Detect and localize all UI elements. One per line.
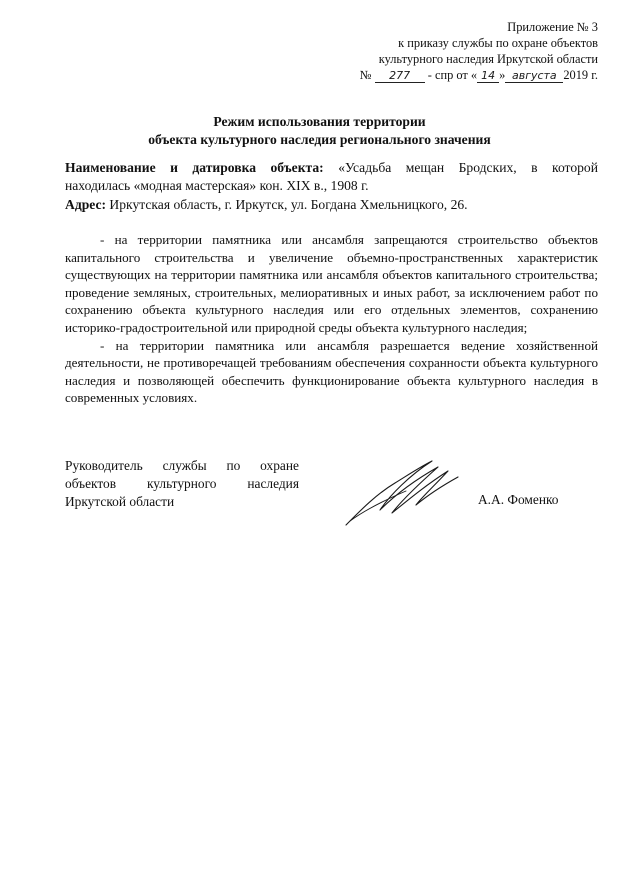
object-name-line1	[65, 159, 598, 177]
regime-permissions-paragraph: - на территории памятника или ансамбля разрешается ведение хозяйственной деятельности, не противоречащей требованиям обеспечения сохранности объекта культурного наследия и позволяющей обеспечить функционирование объекта культурного наследия в современных условиях.	[65, 337, 598, 406]
object-name-value-part1: «Усадьба мещан Бродских, в которой	[338, 160, 598, 175]
signatory-name: А.А. Фоменко	[478, 492, 559, 507]
appendix-header	[360, 19, 598, 83]
signatory-position-line1: Руководитель службы по охране	[65, 458, 299, 473]
regime-prohibitions-paragraph: - на территории памятника или ансамбля запрещаются строительство объектов капитального строительства и увеличение объемно-пространственных характеристик существующих на территории памятника или ансамбля объектов капитального строительства; проведение земляных, строительных, мелиоративных и иных работ, за исключением работ по сохранению объекта культурного наследия или его отдельных элементов, сохранению историко-градостроительной или природной среды объекта культурного наследия;	[65, 232, 598, 335]
signatory-position-line2: объектов культурного наследия	[65, 476, 299, 491]
order-day-handwritten: 14	[481, 69, 496, 82]
signatory-position-line3: Иркутской области	[65, 494, 175, 509]
order-number-handwritten: 277	[389, 69, 411, 82]
number-sign: №	[359, 68, 372, 82]
document-title-line2: объекта культурного наследия регионального значения	[148, 132, 491, 147]
signatory-position	[65, 457, 299, 511]
object-name-label: Наименование и датировка объекта:	[65, 160, 324, 175]
address-value: Иркутская область, г. Иркутск, ул. Богдана Хмельницкого, 26.	[109, 197, 468, 212]
spr-text: - спр от «	[427, 68, 478, 82]
regime-body	[65, 231, 598, 407]
order-month-handwritten: августа	[511, 69, 557, 82]
order-day-field	[477, 69, 499, 83]
order-number-field	[375, 69, 425, 83]
appendix-agency: культурного наследия Иркутской области	[378, 52, 598, 66]
day-close-quote: »	[499, 68, 506, 82]
appendix-title: Приложение № 3	[507, 20, 598, 34]
appendix-order-ref: к приказу службы по охране объектов	[398, 36, 598, 50]
order-month-field	[505, 69, 563, 83]
document-title-line1: Режим использования территории	[213, 114, 426, 129]
object-address	[65, 196, 598, 214]
order-year: 2019 г.	[563, 68, 598, 82]
address-label: Адрес:	[65, 197, 107, 212]
object-name-line2: находилась «модная мастерская» кон. XIX в., 1908 г.	[65, 178, 369, 193]
appendix-order-number-line	[360, 67, 598, 83]
handwritten-signature	[340, 455, 465, 530]
